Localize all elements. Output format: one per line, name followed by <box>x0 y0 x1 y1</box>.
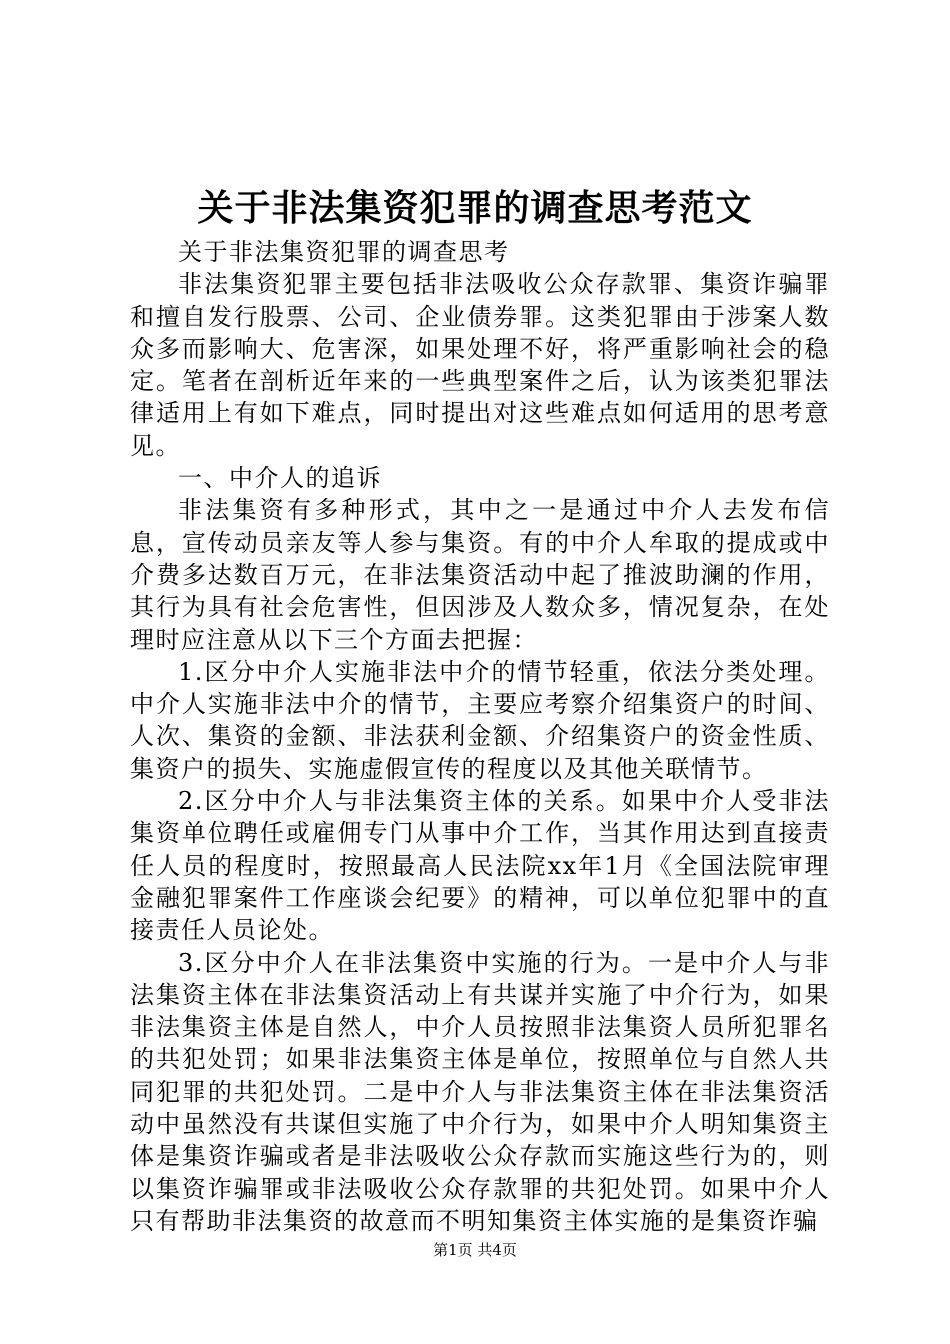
paragraph-intro: 非法集资犯罪主要包括非法吸收公众存款罪、集资诈骗罪和擅自发行股票、公司、企业债券罪。这类犯罪由于涉案人数众多而影响大、危害深，如果处理不好，将严重影响社会的稳定。笔者在剖析近年来的一些典型案件之后，认为该类犯罪法律适用上有如下难点，同时提出对这些难点如何适用的思考意见。 <box>130 270 830 460</box>
document-body <box>130 236 830 1237</box>
page-number-footer: 第1页 共4页 <box>433 1241 517 1259</box>
paragraph-point-1: 1.区分中介人实施非法中介的情节轻重，依法分类处理。中介人实施非法中介的情节，主要应考察介绍集资户的时间、人次、集资的金额、非法获利金额、介绍集资户的资金性质、集资户的损失、实施虚假宣传的程度以及其他关联情节。 <box>130 657 830 783</box>
paragraph-point-2: 2.区分中介人与非法集资主体的关系。如果中介人受非法集资单位聘任或雇佣专门从事中介工作，当其作用达到直接责任人员的程度时，按照最高人民法院xx年1月《全国法院审理金融犯罪案件工作座谈会纪要》的精神，可以单位犯罪中的直接责任人员论处。 <box>130 787 830 945</box>
paragraph-point-3: 3.区分中介人在非法集资中实施的行为。一是中介人与非法集资主体在非法集资活动上有共谋并实施了中介行为，如果非法集资主体是自然人，中介人员按照非法集资人员所犯罪名的共犯处罚；如果非法集资主体是单位，按照单位与自然人共同犯罪的共犯处罚。二是中介人与非法集资主体在非法集资活动中虽然没有共谋但实施了中介行为，如果中介人明知集资主体是集资诈骗或者是非法吸收公众存款而实施这些行为的，则以集资诈骗罪或非法吸收公众存款罪的共犯处罚。如果中介人只有帮助非法集资的故意而不明知集资主体实施的是集资诈骗 <box>130 948 830 1235</box>
paragraph-subtitle: 关于非法集资犯罪的调查思考 <box>178 238 510 266</box>
document-title: 关于非法集资犯罪的调查思考范文 <box>197 187 753 229</box>
paragraph-intermediary-overview: 非法集资有多种形式，其中之一是通过中介人去发布信息，宣传动员亲友等人参与集资。有的中介人牟取的提成或中介费多达数百万元，在非法集资活动中起了推波助澜的作用，其行为具有社会危害性，但因涉及人数众多，情况复杂，在处理时应注意从以下三个方面去把握： <box>130 496 830 654</box>
section-heading-intermediary: 一、中介人的追诉 <box>178 464 382 493</box>
